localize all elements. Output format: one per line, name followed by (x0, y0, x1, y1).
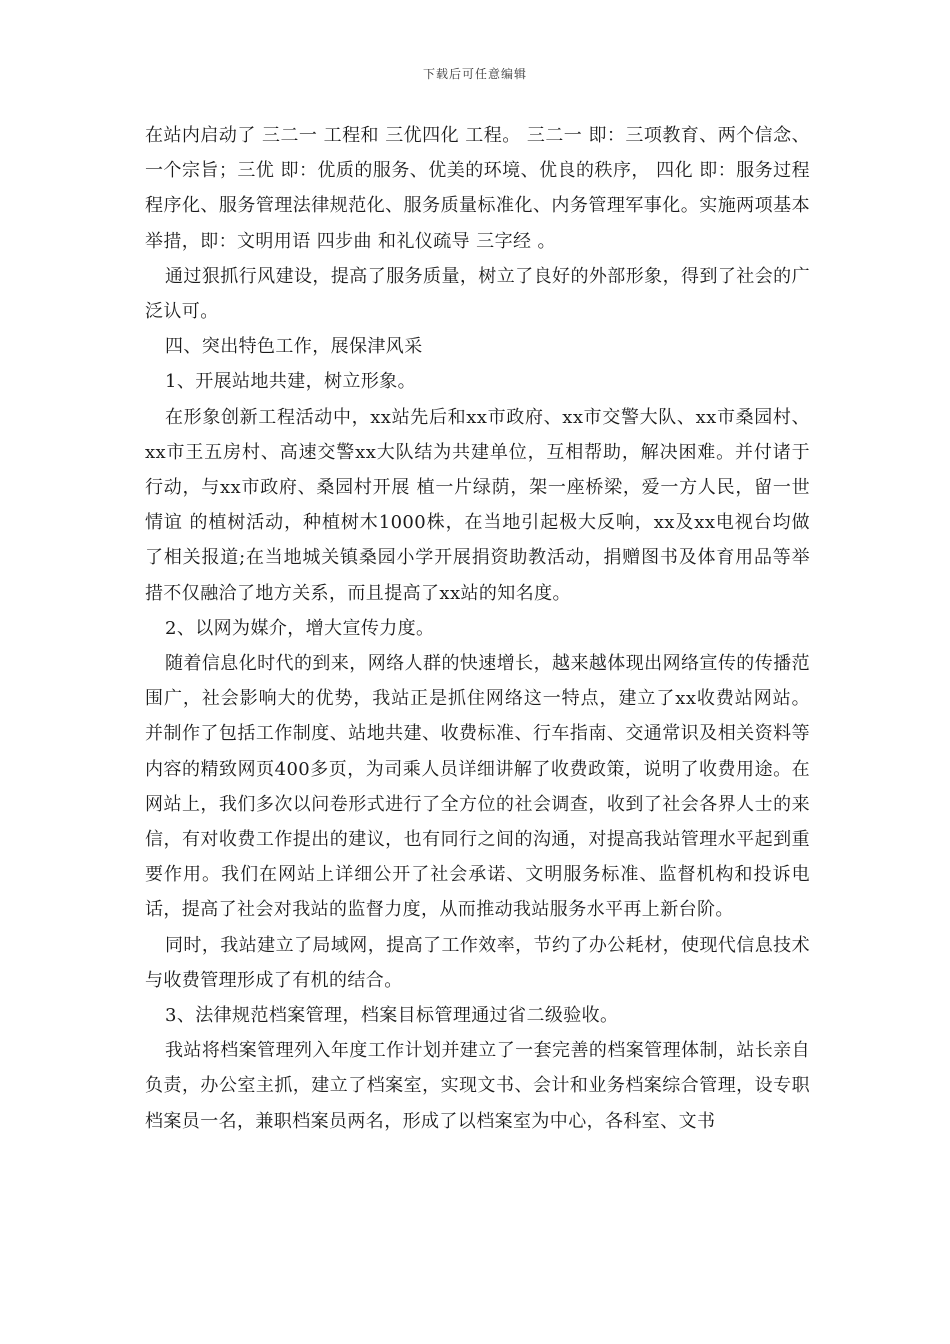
paragraph-program-intro: 在站内启动了 三二一 工程和 三优四化 工程。 三二一 即：三项教育、两个信念、一个宗旨；三优 即：优质的服务、优美的环境、优良的秩序， 四化 即：服务过程程序化、服务管理法律规范化、服务质量标准化、内务管理军事化。实施两项基本举措，即：文明用语 四步曲 和礼仪疏导 三字经 。 (145, 125, 810, 252)
paragraph-joint-construction: 在形象创新工程活动中，xx站先后和xx市政府、xx市交警大队、xx市桑园村、xx市王五房村、高速交警xx大队结为共建单位，互相帮助，解决困难。并付诸于行动，与xx市政府、桑园村开展 植一片绿荫，架一座桥梁，爱一方人民，留一世情谊 的植树活动，种植树木1000株，在当地引起极大反响，xx及xx电视台均做了相关报道;在当地城关镇桑园小学开展捐资助教活动，捐赠图书及体育用品等举措不仅融洽了地方关系，而且提高了xx站的知名度。 (145, 406, 810, 604)
paragraph-service-quality: 通过狠抓行风建设，提高了服务质量，树立了良好的外部形象，得到了社会的广泛认可。 (145, 265, 810, 323)
subheading-three: 3、法律规范档案管理，档案目标管理通过省二级验收。 (165, 1005, 619, 1027)
paragraph-website: 随着信息化时代的到来，网络人群的快速增长，越来越体现出网络宣传的传播范围广，社会影响大的优势，我站正是抓住网络这一特点，建立了xx收费站网站。并制作了包括工作制度、站地共建、收费标准、行车指南、交通常识及相关资料等内容的精致网页400多页，为司乘人员详细讲解了收费政策，说明了收费用途。在网站上，我们多次以问卷形式进行了全方位的社会调查，收到了社会各界人士的来信，有对收费工作提出的建议，也有同行之间的沟通，对提高我站管理水平起到重要作用。我们在网站上详细公开了社会承诺、文明服务标准、监督机构和投诉电话，提高了社会对我站的监督力度，从而推动我站服务水平再上新台阶。 (145, 653, 810, 921)
subheading-one: 1、开展站地共建，树立形象。 (165, 371, 417, 393)
page-header: 下载后可任意编辑 (422, 67, 527, 81)
paragraph-lan: 同时，我站建立了局域网，提高了工作效率，节约了办公耗材，使现代信息技术与收费管理形成了有机的结合。 (145, 934, 810, 991)
document-body (145, 118, 810, 1139)
section-heading-four: 四、突出特色工作，展保津风采 (165, 336, 423, 358)
subheading-two: 2、以网为媒介，增大宣传力度。 (165, 617, 435, 639)
paragraph-archives: 我站将档案管理列入年度工作计划并建立了一套完善的档案管理体制，站长亲自负责，办公室主抓，建立了档案室，实现文书、会计和业务档案综合管理，设专职档案员一名，兼职档案员两名，形成了以档案室为中心，各科室、文书 (145, 1040, 810, 1132)
